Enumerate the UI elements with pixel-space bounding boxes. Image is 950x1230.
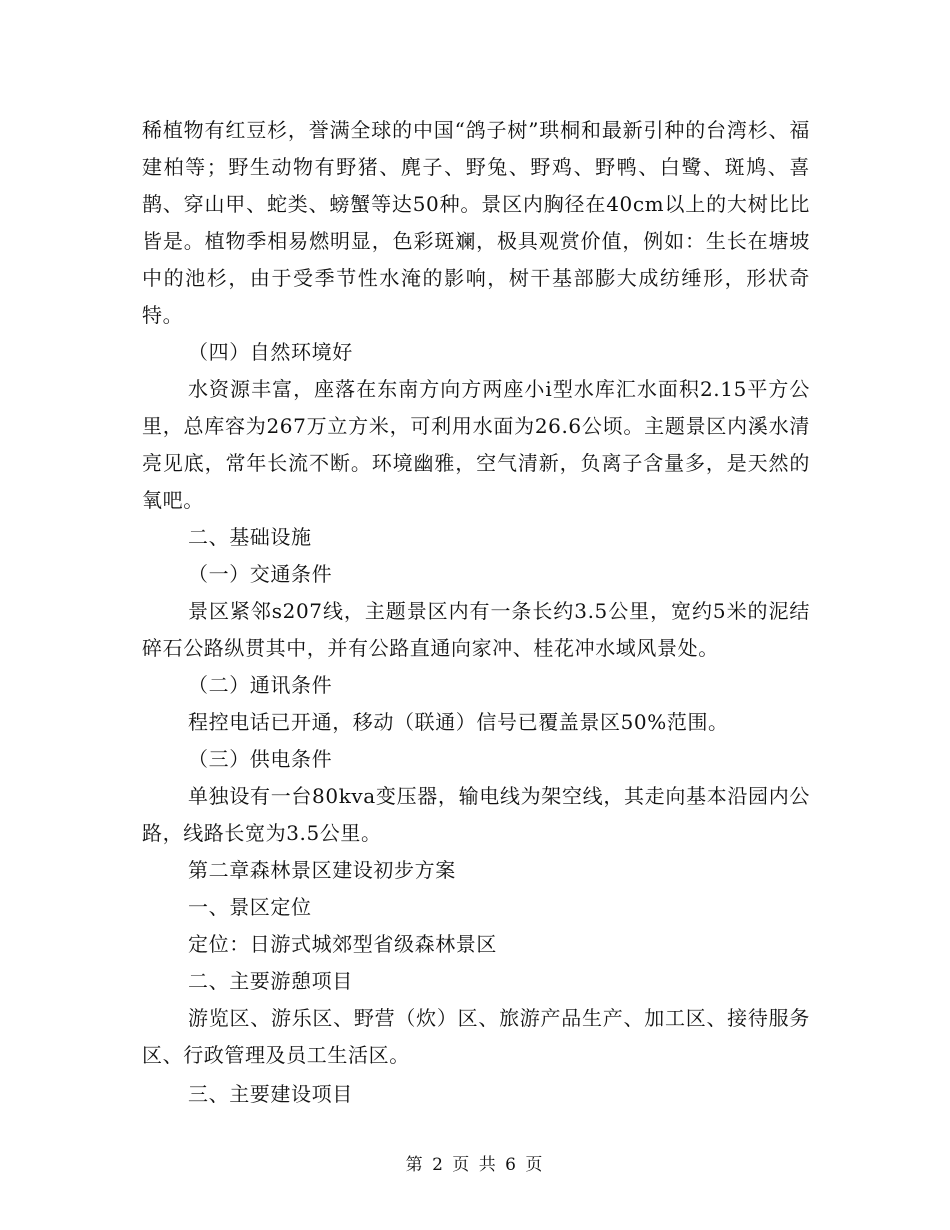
paragraph-positioning: 定位：日游式城郊型省级森林景区 (188, 932, 497, 956)
heading-infrastructure: 二、基础设施 (188, 525, 312, 549)
document-body (142, 112, 810, 1113)
paragraph-communication: 程控电话已开通，移动（联通）信号已覆盖景区50%范围。 (188, 710, 729, 734)
heading-construction-projects: 三、主要建设项目 (188, 1082, 353, 1106)
heading-transport: （一）交通条件 (188, 562, 333, 586)
heading-communication: （二）通讯条件 (188, 673, 333, 697)
heading-natural-environment: （四）自然环境好 (188, 340, 353, 364)
heading-recreation-projects: 二、主要游憩项目 (188, 969, 353, 993)
paragraph-plants-animals: 稀植物有红豆杉，誉满全球的中国“鸽子树”珙桐和最新引种的台湾杉、福建柏等；野生动物有野猪、麂子、野兔、野鸡、野鸭、白鹭、斑鸠、喜鹊、穿山甲、蛇类、螃蟹等达50种。景区内胸径在40cm以上的大树比比皆是。植物季相易燃明显，色彩斑斓，极具观赏价值，例如：生长在塘坡中的池杉，由于受季节性水淹的影响，树干基部膨大成纺缍形，形状奇特。 (142, 118, 810, 327)
heading-positioning: 一、景区定位 (188, 895, 312, 919)
paragraph-transport: 景区紧邻s207线，主题景区内有一条长约3.5公里，宽约5米的泥结碎石公路纵贯其中，并有公路直通向家冲、桂花冲水域风景处。 (142, 599, 810, 660)
paragraph-recreation-projects: 游览区、游乐区、野营（炊）区、旅游产品生产、加工区、接待服务区、行政管理及员工生活区。 (142, 1006, 810, 1067)
page-number-footer: 第 2 页 共 6 页 (405, 1155, 545, 1175)
heading-chapter-two: 第二章森林景区建设初步方案 (188, 858, 456, 882)
paragraph-power-supply: 单独设有一台80kva变压器，输电线为架空线，其走向基本沿园内公路，线路长宽为3.5公里。 (142, 784, 810, 845)
paragraph-water-resources: 水资源丰富，座落在东南方向方两座小ⅰ型水库汇水面积2.15平方公里，总库容为267万立方米，可利用水面为26.6公顷。主题景区内溪水清亮见底，常年长流不断。环境幽雅，空气清新，负离子含量多，是天然的氧吧。 (142, 377, 810, 512)
heading-power-supply: （三）供电条件 (188, 747, 333, 771)
